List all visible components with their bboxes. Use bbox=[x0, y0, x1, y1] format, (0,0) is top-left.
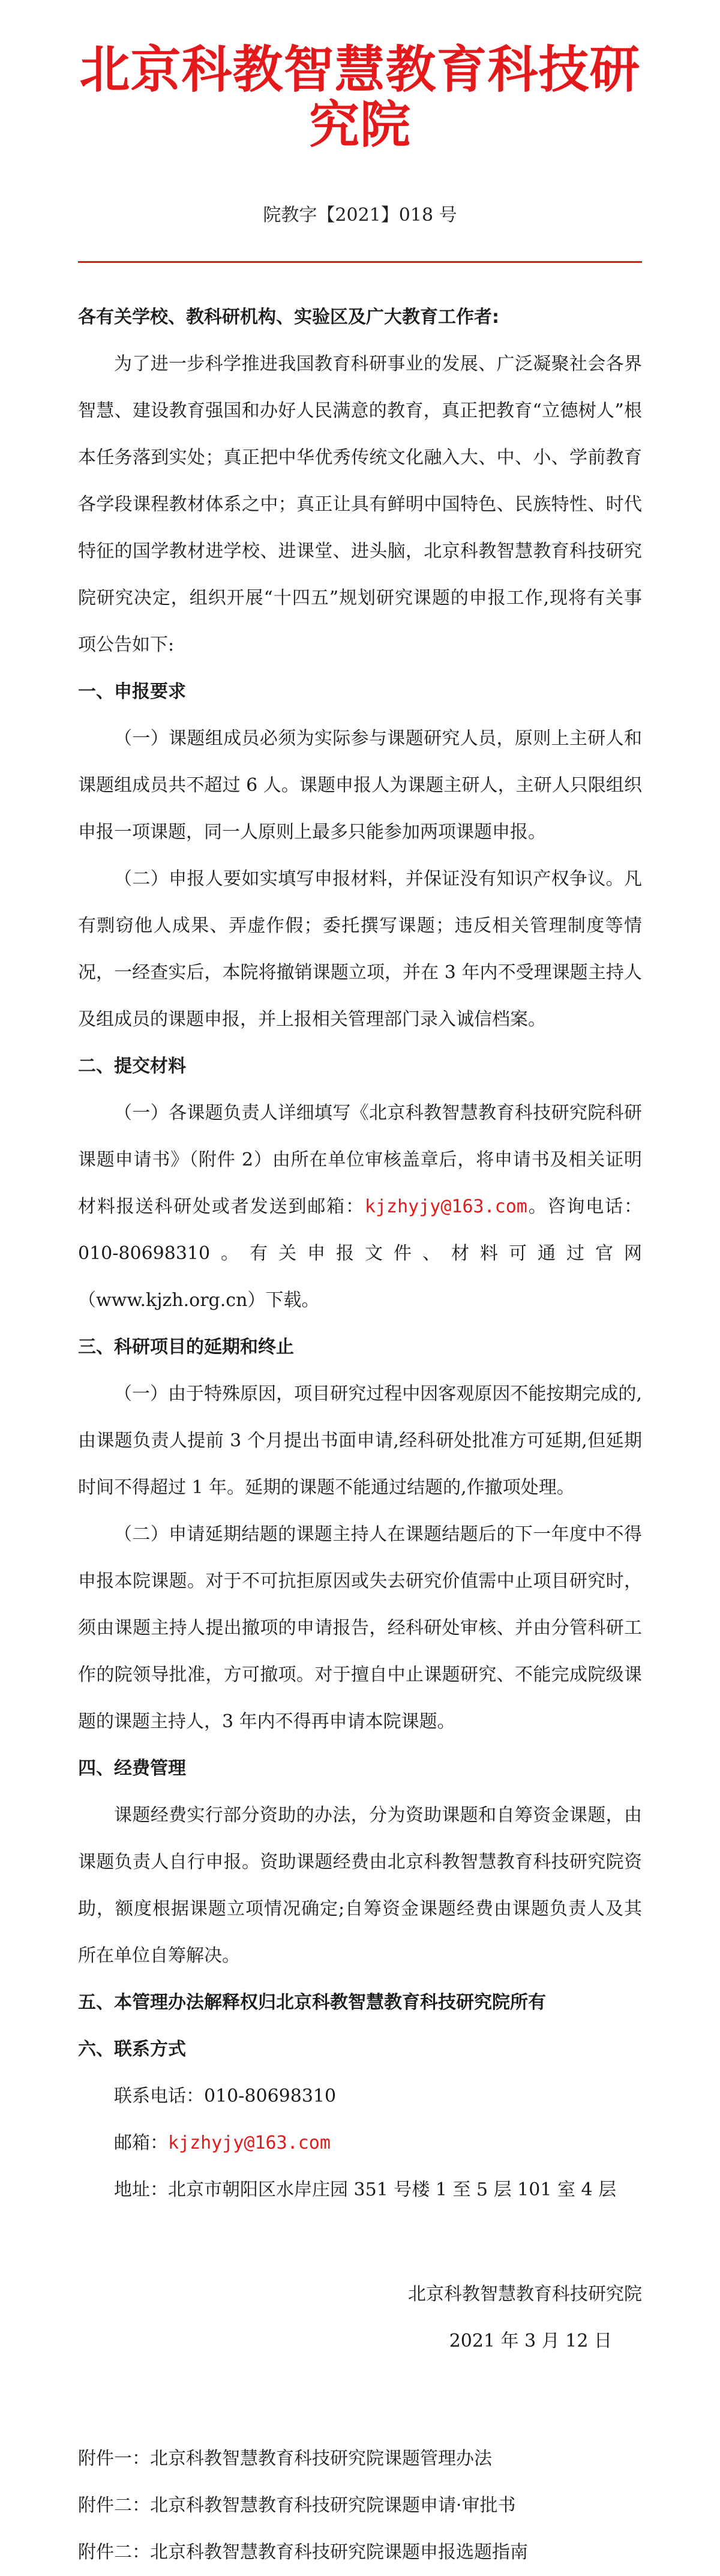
section-1-paragraph-1: （一）课题组成员必须为实际参与课题研究人员，原则上主研人和课题组成员共不超过 6 人。课题申报人为课题主研人，主研人只限组织申报一项课题，同一人原则上最多只能参加两项课题申报。 bbox=[78, 727, 642, 843]
contact-email-line bbox=[78, 2120, 642, 2167]
section-heading-1: 一、申报要求 bbox=[78, 681, 186, 702]
section-4-paragraph-1: 课题经费实行部分资助的办法，分为资助课题和自筹资金课题，由课题负责人自行申报。资助课题经费由北京科教智慧教育科技研究院资助，额度根据课题立项情况确定;自筹资金课题经费由课题负责人及其所在单位自筹解决。 bbox=[78, 1804, 642, 1966]
attachment-item: 附件一：北京科教智慧教育科技研究院课题管理办法 bbox=[78, 2448, 492, 2469]
section-heading-2: 二、提交材料 bbox=[78, 1055, 186, 1077]
red-divider bbox=[78, 261, 642, 263]
contact-email-label: 邮箱： bbox=[114, 2132, 168, 2153]
attachment-list bbox=[78, 2436, 642, 2576]
document-header bbox=[78, 0, 642, 226]
section-heading-6: 六、联系方式 bbox=[78, 2038, 186, 2060]
section-1-paragraph-2: （二）申报人要如实填写申报材料，并保证没有知识产权争议。凡有剽窃他人成果、弄虚作假；委托撰写课题；违反相关管理制度等情况，一经查实后，本院将撤销课题立项，并在 3 年内不受理课题主持人及组成员的课题申报，并上报相关管理部门录入诚信档案。 bbox=[78, 868, 642, 1030]
email-link-inline[interactable]: kjzhyjy@163.com bbox=[364, 1196, 527, 1217]
contact-address: 地址：北京市朝阳区水岸庄园 351 号楼 1 至 5 层 101 室 4 层 bbox=[114, 2179, 617, 2200]
signature-organization: 北京科教智慧教育科技研究院 bbox=[408, 2283, 642, 2305]
attachment-item: 附件二：北京科教智慧教育科技研究院课题申请·审批书 bbox=[78, 2494, 516, 2516]
section-heading-3: 三、科研项目的延期和终止 bbox=[78, 1336, 294, 1358]
attachment-item: 附件二：北京科教智慧教育科技研究院课题申报选题指南 bbox=[78, 2541, 528, 2563]
section-2-text-a: （一）各课题负责人详细填写《北京科教智慧教育科技研究院科研课题申请书》（附件 2）由所在单位审核盖章后，将申请书及相关证明材料报送科研处或者发送到邮箱： bbox=[78, 1102, 642, 1217]
salutation: 各有关学校、教科研机构、实验区及广大教育工作者: bbox=[78, 306, 499, 328]
section-heading-5: 五、本管理办法解释权归北京科教智慧教育科技研究院所有 bbox=[78, 1991, 546, 2013]
signature-block bbox=[78, 2271, 642, 2365]
intro-paragraph: 为了进一步科学推进我国教育科研事业的发展、广泛凝聚社会各界智慧、建设教育强国和办好人民满意的教育，真正把教育“立德树人”根本任务落到实处；真正把中华优秀传统文化融入大、中、小、学前教育各学段课程教材体系之中；真正让具有鲜明中国特色、民族特性、时代特征的国学教材进学校、进课堂、进头脑，北京科教智慧教育科技研究院研究决定，组织开展“十四五”规划研究课题的申报工作,现将有关事项公告如下: bbox=[78, 353, 642, 655]
organization-title: 北京科教智慧教育科技研究院 bbox=[79, 40, 641, 155]
contact-phone: 联系电话：010-80698310 bbox=[114, 2085, 337, 2107]
signature-date: 2021 年 3 月 12 日 bbox=[449, 2330, 612, 2352]
section-heading-4: 四、经费管理 bbox=[78, 1757, 186, 1779]
section-2-paragraph-1 bbox=[78, 1090, 642, 1324]
document-body bbox=[78, 294, 642, 2213]
section-3-paragraph-1: （一）由于特殊原因，项目研究过程中因客观原因不能按期完成的,由课题负责人提前 3 个月提出书面申请,经科研处批准方可延期,但延期时间不得超过 1 年。延期的课题不能通过结题的,作撤项处理。 bbox=[78, 1383, 642, 1498]
document-number: 院教字【2021】018 号 bbox=[263, 204, 457, 226]
contact-email-link[interactable]: kjzhyjy@163.com bbox=[168, 2132, 331, 2153]
section-3-paragraph-2: （二）申请延期结题的课题主持人在课题结题后的下一年度中不得申报本院课题。对于不可抗拒原因或失去研究价值需中止项目研究时，须由课题主持人提出撤项的申请报告，经科研处审核、并由分管科研工作的院领导批准，方可撤项。对于擅自中止课题研究、不能完成院级课题的课题主持人，3 年内不得再申请本院课题。 bbox=[78, 1523, 642, 1732]
section-2-text-b: 。咨询电话：010-80698310。有关申报文件、材料可通过官网（www.kjzh.org.cn）下载。 bbox=[78, 1196, 643, 1311]
